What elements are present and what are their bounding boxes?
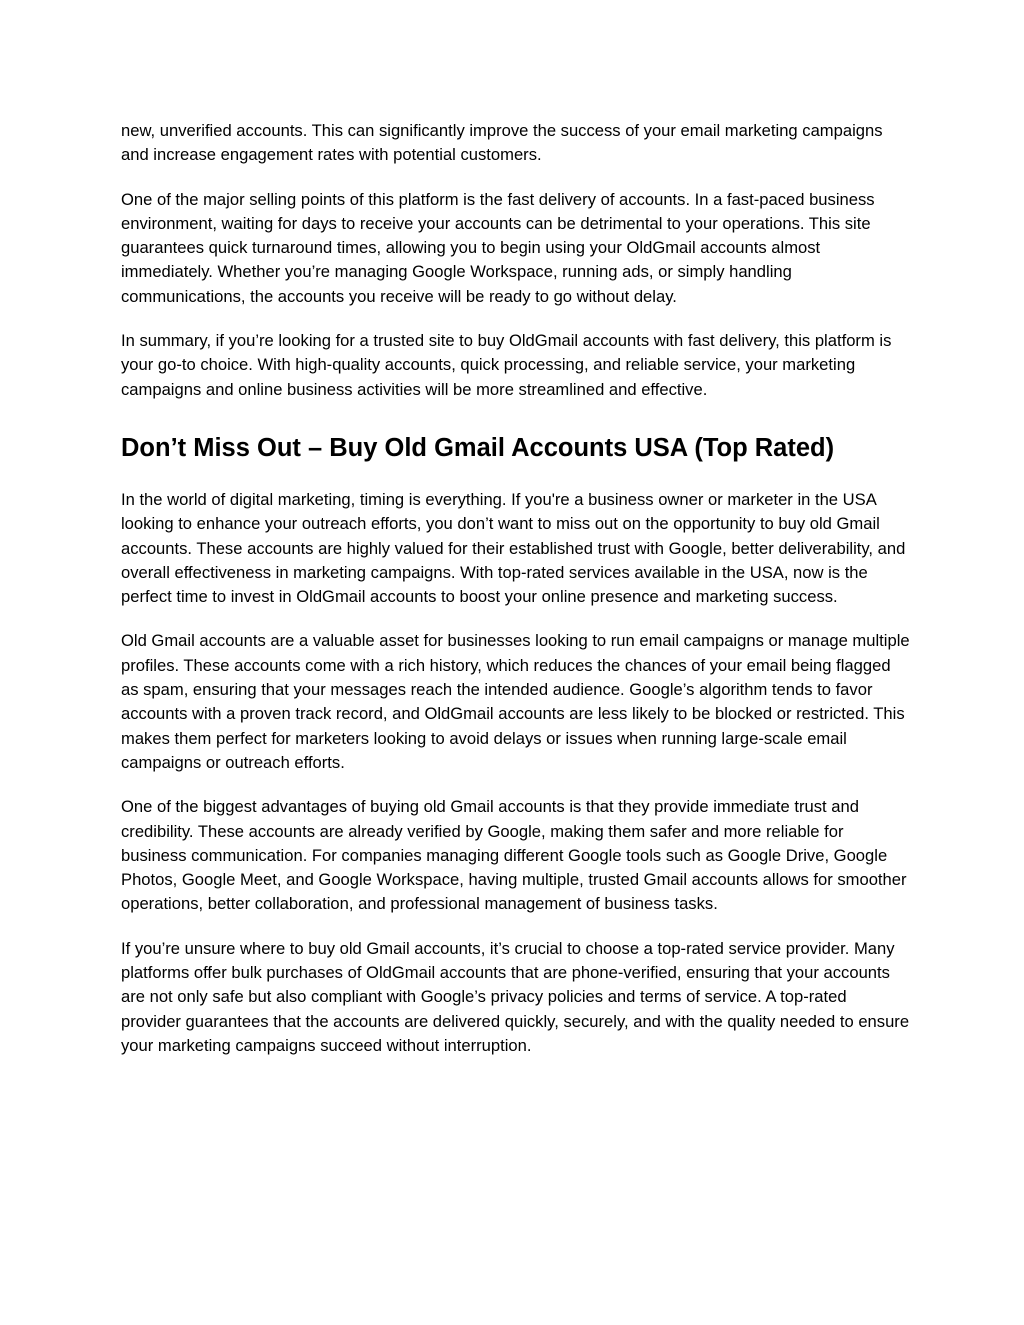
- paragraph-digital-marketing: In the world of digital marketing, timing is everything. If you're a business owner or marketer in the USA looking to enhance your outreach efforts, you don’t want to miss out on the opportunity to buy old Gmail accounts. These accounts are highly valued for their established trust with Google, better deliverability, and overall effectiveness in marketing campaigns. With top-rated services available in the USA, now is the perfect time to invest in OldGmail accounts to boost your online presence and marketing success.: [121, 489, 906, 607]
- paragraph-unverified-accounts: new, unverified accounts. This can significantly improve the success of your email marketing campaigns and increase engagement rates with potential customers.: [121, 121, 883, 165]
- paragraph-summary: In summary, if you’re looking for a trusted site to buy OldGmail accounts with fast delivery, this platform is your go-to choice. With high-quality accounts, quick processing, and reliable service, your marketing campaigns and online business activities will be more streamlined and effective.: [121, 331, 892, 399]
- document-page: [121, 119, 911, 1078]
- paragraph-valuable-asset: Old Gmail accounts are a valuable asset for businesses looking to run email campaigns or manage multiple profiles. These accounts come with a rich history, which reduces the chances of your email being flagged as spam, ensuring that your messages reach the intended audience. Google’s algorithm tends to favor accounts with a proven track record, and OldGmail accounts are less likely to be blocked or restricted. This makes them perfect for marketers looking to avoid delays or issues when running large-scale email campaigns or outreach efforts.: [121, 631, 910, 772]
- paragraph-trust-credibility: One of the biggest advantages of buying old Gmail accounts is that they provide immediate trust and credibility. These accounts are already verified by Google, making them safer and more reliable for business communication. For companies managing different Google tools such as Google Drive, Google Photos, Google Meet, and Google Workspace, having multiple, trusted Gmail accounts allows for smoother operations, better collaboration, and professional management of business tasks.: [121, 797, 907, 914]
- paragraph-fast-delivery: One of the major selling points of this platform is the fast delivery of accounts. In a fast-paced business environment, waiting for days to receive your accounts can be detrimental to your operations. This site guarantees quick turnaround times, allowing you to begin using your OldGmail accounts almost immediately. Whether you’re managing Google Workspace, running ads, or simply handling communications, the accounts you receive will be ready to go without delay.: [121, 189, 875, 306]
- section-heading: Don’t Miss Out – Buy Old Gmail Accounts USA (Top Rated): [121, 433, 835, 462]
- paragraph-top-rated-provider: If you’re unsure where to buy old Gmail accounts, it’s crucial to choose a top-rated service provider. Many platforms offer bulk purchases of OldGmail accounts that are phone-verified, ensuring that your accounts are not only safe but also compliant with Google’s privacy policies and terms of service. A top-rated provider guarantees that the accounts are delivered quickly, securely, and with the quality needed to ensure your marketing campaigns succeed without interruption.: [121, 938, 910, 1055]
